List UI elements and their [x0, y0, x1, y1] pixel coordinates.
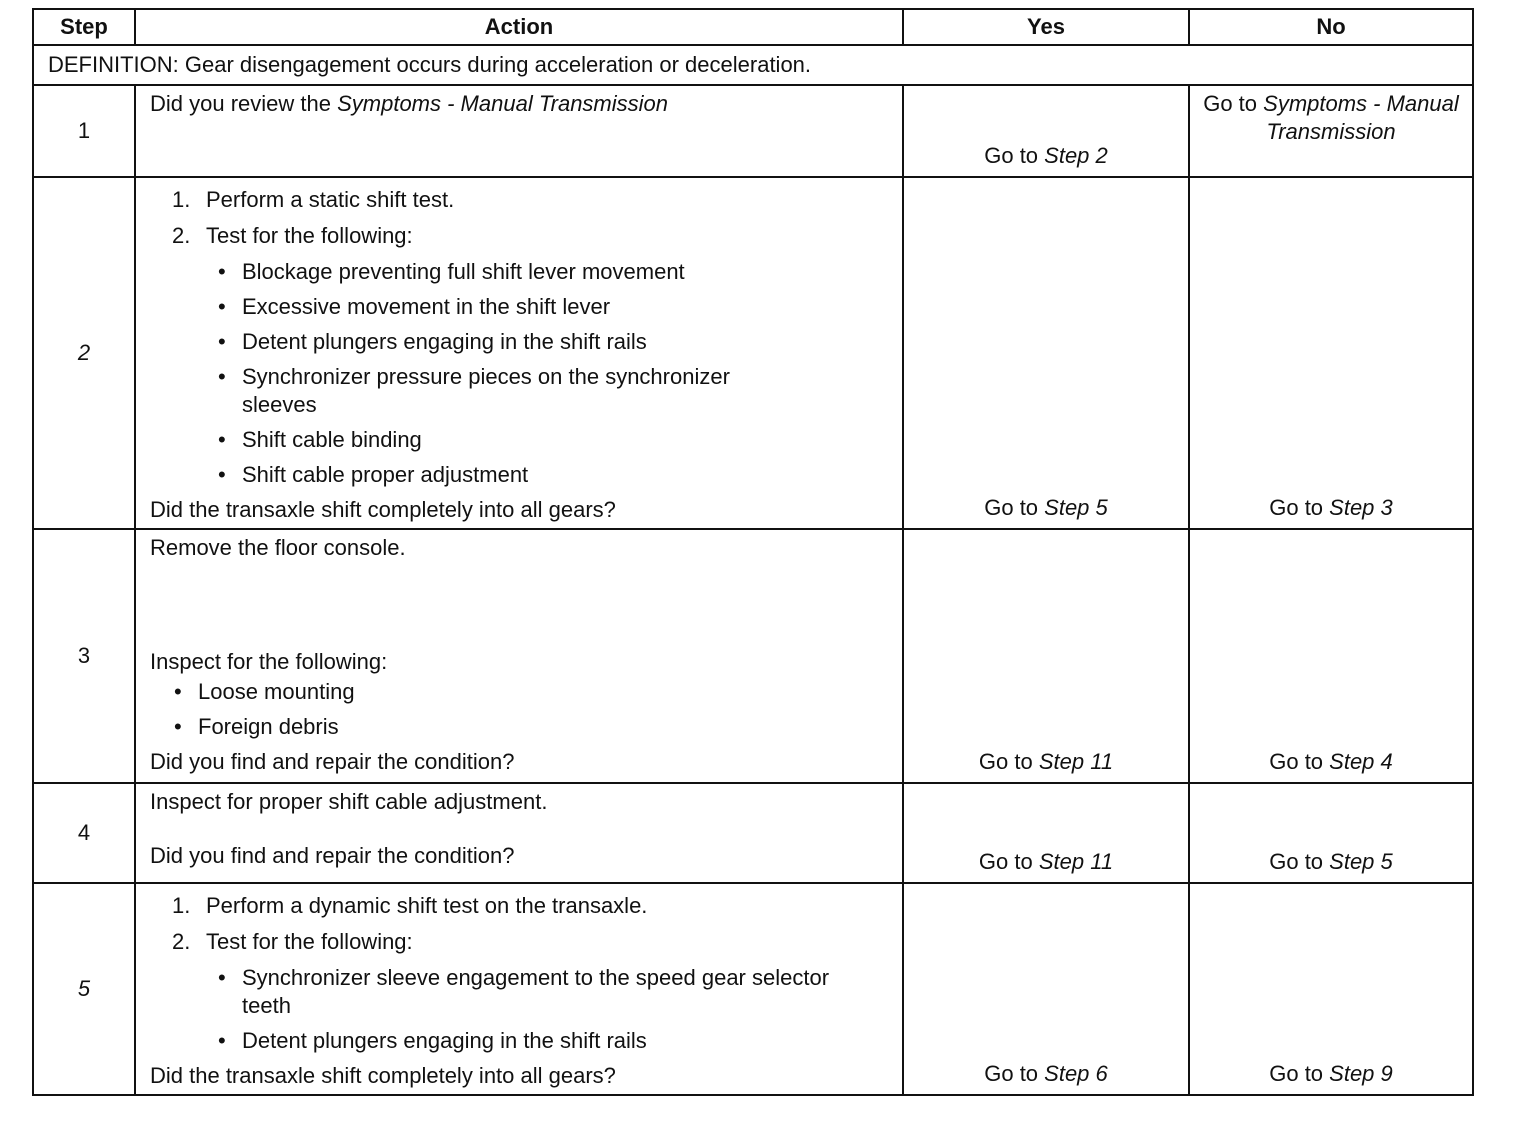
no-link[interactable]: Step 9 — [1329, 1061, 1393, 1086]
no-prefix: Go to — [1203, 91, 1264, 116]
no-link[interactable]: Step 3 — [1329, 495, 1393, 520]
no-cell — [1189, 529, 1473, 783]
action-cell — [135, 783, 903, 883]
action-cell — [135, 85, 903, 177]
step-number: 4 — [33, 783, 135, 883]
header-yes: Yes — [903, 9, 1189, 45]
no-cell — [1189, 177, 1473, 529]
no-prefix: Go to — [1269, 849, 1330, 874]
list-item: • Detent plungers engaging in the shift rails — [242, 328, 890, 356]
list-item: • Shift cable binding — [242, 426, 890, 454]
diagnostic-table-document — [32, 8, 1472, 1096]
header-row — [33, 9, 1473, 45]
yes-prefix: Go to — [978, 749, 1039, 774]
yes-link[interactable]: Step 11 — [1038, 849, 1114, 874]
numbered-list — [150, 892, 890, 956]
no-cell — [1189, 783, 1473, 883]
header-no: No — [1189, 9, 1473, 45]
list-item: • Blockage preventing full shift lever movement — [242, 258, 890, 286]
question-text: Did the transaxle shift completely into all gears? — [150, 497, 616, 522]
yes-cell — [903, 783, 1189, 883]
bullet-list — [150, 964, 890, 1055]
table-row-step-4 — [33, 783, 1473, 883]
header-step: Step — [33, 9, 135, 45]
step-number: 1 — [33, 85, 135, 177]
yes-cell — [903, 177, 1189, 529]
no-link[interactable]: Step 5 — [1329, 849, 1393, 874]
action-cell — [135, 883, 903, 1095]
yes-cell — [903, 85, 1189, 177]
step-number: 3 — [33, 529, 135, 783]
list-item: 2. Test for the following: — [172, 929, 413, 954]
bullet-list — [150, 678, 890, 741]
yes-link[interactable]: Step 2 — [1044, 143, 1108, 168]
yes-link[interactable]: Step 11 — [1038, 749, 1114, 774]
list-item: 1. Perform a static shift test. — [172, 187, 455, 212]
no-prefix: Go to — [1269, 1061, 1330, 1086]
list-item: 1. Perform a dynamic shift test on the transaxle. — [172, 893, 648, 918]
header-action: Action — [135, 9, 903, 45]
yes-prefix: Go to — [978, 849, 1039, 874]
question-text: Did you find and repair the condition? — [150, 749, 515, 774]
definition-text: DEFINITION: Gear disengagement occurs during acceleration or deceleration. — [33, 45, 1473, 85]
list-item: • Synchronizer sleeve engagement to the speed gear selector teeth — [242, 964, 890, 1020]
inspect-text: Inspect for the following: — [150, 649, 388, 674]
action-reference: Symptoms - Manual Transmission — [337, 91, 668, 116]
yes-cell — [903, 529, 1189, 783]
table-row-step-3 — [33, 529, 1473, 783]
table-row-step-5 — [33, 883, 1473, 1095]
yes-prefix: Go to — [984, 495, 1045, 520]
action-text: Remove the floor console. — [150, 535, 406, 560]
action-cell — [135, 177, 903, 529]
step-number: 2 — [33, 177, 135, 529]
list-item: 2. Test for the following: — [172, 223, 413, 248]
no-prefix: Go to — [1269, 495, 1330, 520]
no-prefix: Go to — [1269, 749, 1330, 774]
no-link[interactable]: Step 4 — [1329, 749, 1393, 774]
list-item: • Shift cable proper adjustment — [242, 461, 890, 489]
yes-link[interactable]: Step 6 — [1044, 1061, 1108, 1086]
list-item: • Loose mounting — [198, 678, 890, 706]
list-item: • Detent plungers engaging in the shift rails — [242, 1027, 890, 1055]
action-cell — [135, 529, 903, 783]
step-number: 5 — [33, 883, 135, 1095]
list-item: • Foreign debris — [198, 713, 890, 741]
diagnostic-table — [32, 8, 1474, 1096]
no-cell — [1189, 85, 1473, 177]
action-text: Did you review the — [150, 91, 338, 116]
action-text: Inspect for proper shift cable adjustment. — [150, 789, 548, 814]
definition-row — [33, 45, 1473, 85]
table-row-step-2 — [33, 177, 1473, 529]
no-link[interactable]: Symptoms - Manual Transmission — [1263, 91, 1459, 144]
table-row-step-1 — [33, 85, 1473, 177]
no-cell — [1189, 883, 1473, 1095]
list-item: • Excessive movement in the shift lever — [242, 293, 890, 321]
list-item: • Synchronizer pressure pieces on the synchronizer sleeves — [242, 363, 890, 419]
yes-prefix: Go to — [984, 143, 1045, 168]
yes-prefix: Go to — [984, 1061, 1045, 1086]
yes-link[interactable]: Step 5 — [1044, 495, 1108, 520]
question-text: Did you find and repair the condition? — [150, 843, 515, 868]
yes-cell — [903, 883, 1189, 1095]
bullet-list — [150, 258, 890, 489]
question-text: Did the transaxle shift completely into all gears? — [150, 1063, 616, 1088]
numbered-list — [150, 186, 890, 250]
